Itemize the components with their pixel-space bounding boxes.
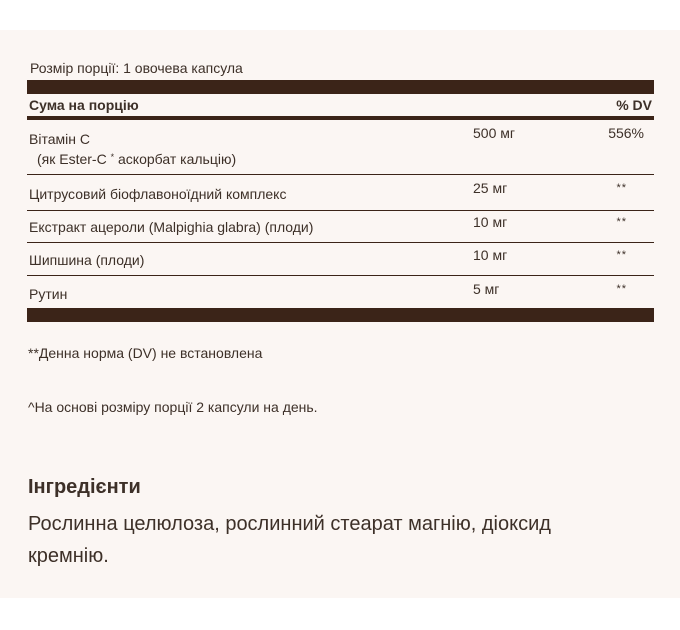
row-name: Рутин [29,286,68,302]
table-row-acerola-extract [27,211,654,243]
row-amount: 10 мг [473,247,508,263]
ingredients-title: Інгредієнти [28,476,141,498]
table-row-rosehip [27,243,654,276]
table-header [27,94,654,116]
header-daily-value: % DV [616,97,652,113]
row-subtext: (як Ester-C * аскорбат кальцію) [37,151,237,167]
bottom-divider-bar [27,308,654,322]
row-daily-value: ** [616,249,627,261]
row-daily-value: ** [616,182,627,194]
row-name: Шипшина (плоди) [29,252,145,268]
ingredients-text: Рослинна целюлоза, рослинний стеарат магнію, діоксид кремнію. [28,513,551,567]
row-daily-value: ** [616,216,627,228]
supplement-facts-panel [0,30,680,598]
row-amount: 5 мг [473,281,500,297]
row-daily-value: 556% [608,125,644,141]
dv-footnote: **Денна норма (DV) не встановлена [28,345,263,361]
row-amount: 25 мг [473,180,508,196]
top-divider-bar [27,80,654,94]
supplement-facts-table [27,30,654,322]
table-row-citrus-bioflavonoid [27,175,654,211]
serving-size: Розмір порції: 1 овочева капсула [30,60,243,76]
trademark-mark: * [110,152,115,162]
row-amount: 500 мг [473,125,515,141]
row-name: Вітамін С [29,131,90,147]
row-daily-value: ** [616,283,627,295]
table-row-rutin [27,276,654,308]
serving-footnote: ^На основі розміру порції 2 капсули на день. [28,399,318,415]
row-name: Екстракт ацероли (Malpighia glabra) (плоди) [29,219,314,235]
header-amount-per-serving: Сума на порцію [29,97,139,113]
table-row-vitamin-c [27,120,654,175]
row-name: Цитрусовий біофлавоноїдний комплекс [29,186,287,202]
row-amount: 10 мг [473,214,508,230]
